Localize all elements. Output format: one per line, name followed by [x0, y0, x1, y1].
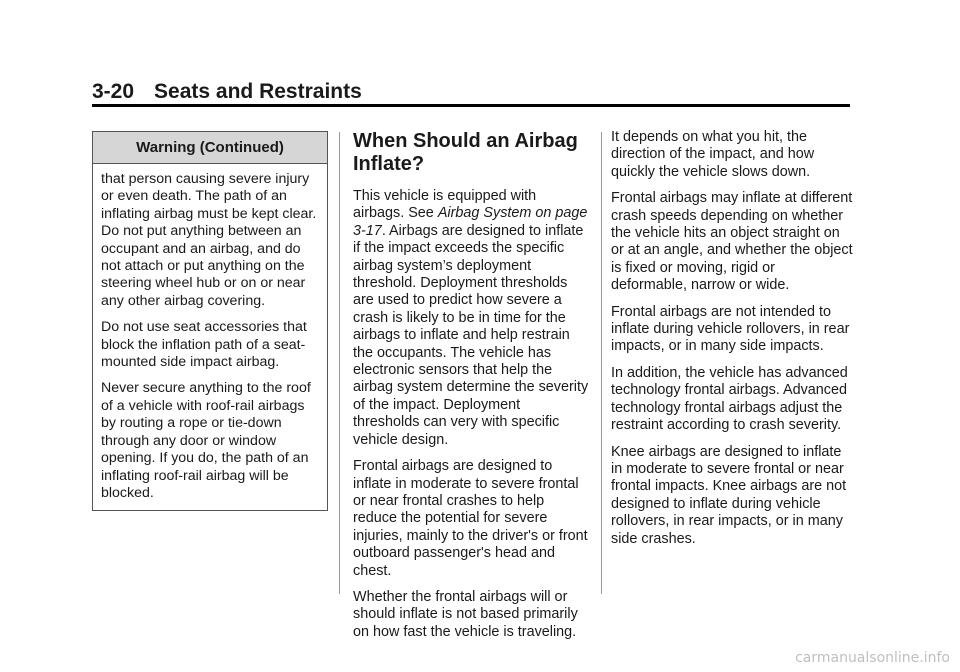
body-paragraph: In addition, the vehicle has advanced technology frontal airbags. Advanced technology frontal airbags adjust the restraint according to crash severity.: [611, 364, 848, 434]
body-paragraph: Frontal airbags are not intended to inflate during vehicle rollovers, in rear impacts, or in many side impacts.: [611, 303, 850, 355]
body-paragraph: Whether the frontal airbags will or should inflate is not based primarily on how fast the vehicle is traveling.: [353, 588, 578, 640]
column-divider: [601, 132, 602, 594]
section-title: Seats and Restraints: [154, 80, 362, 103]
body-paragraph: Frontal airbags are designed to inflate in moderate to severe frontal or near frontal crashes to help reduce the potential for severe injuries, mainly to the driver's or front outboard passenger's head and chest.: [353, 458, 588, 579]
section-heading: When Should an Airbag Inflate?: [353, 130, 578, 175]
body-paragraph: Knee airbags are designed to inflate in moderate to severe frontal or near frontal impacts. Knee airbags are not designed to inflate during vehicle rollovers, in rear impacts, or in many side crashes.: [611, 443, 847, 547]
warning-body: [93, 164, 327, 502]
warning-paragraph: that person causing severe injury or even death. The path of an inflating airbag must be kept clear. Do not put anything between an occupant and an airbag, and do not attach or put anything on the steering wheel hub or on or near any other airbag covering.: [101, 171, 317, 309]
middle-column: [353, 130, 589, 650]
column-divider: [339, 132, 340, 594]
header-rule: [92, 104, 850, 107]
watermark: carmanualsonline.info: [795, 650, 950, 666]
body-paragraph: Frontal airbags may inflate at different crash speeds depending on whether the vehicle hits an object straight on or at an angle, and whether the object is fixed or moving, rigid or deformable, narrow or wide.: [611, 190, 853, 294]
page-number: 3-20: [92, 80, 135, 103]
warning-box: [92, 131, 328, 511]
text-run: This vehicle is equipped with airbags. See: [353, 188, 537, 222]
cross-reference-link[interactable]: Airbag System on page 3-17: [353, 205, 588, 239]
warning-title: Warning (Continued): [93, 132, 327, 164]
body-paragraph: It depends on what you hit, the direction of the impact, and how quickly the vehicle slows down.: [611, 129, 815, 180]
page-header: [92, 80, 850, 104]
warning-paragraph: Never secure anything to the roof of a vehicle with roof-rail airbags by routing a rope or tie-down through any door or window opening. If you do, the path of an inflating roof-rail airbag will be blocked.: [101, 380, 311, 501]
text-run: . Airbags are designed to inflate if the impact exceeds the specific airbag system’s deployment threshold. Deployment thresholds are used to predict how severe a crash is likely to be in time for the airbags to inflate and help restrain the occupants. The vehicle has electronic sensors that help the airbag system determine the severity of the impact. Deployment thresholds can very with specific vehicle design.: [353, 222, 589, 448]
body-paragraph: [353, 188, 589, 449]
right-column: [611, 129, 854, 557]
warning-paragraph: Do not use seat accessories that block the inflation path of a seat-mounted side impact airbag.: [101, 319, 307, 371]
